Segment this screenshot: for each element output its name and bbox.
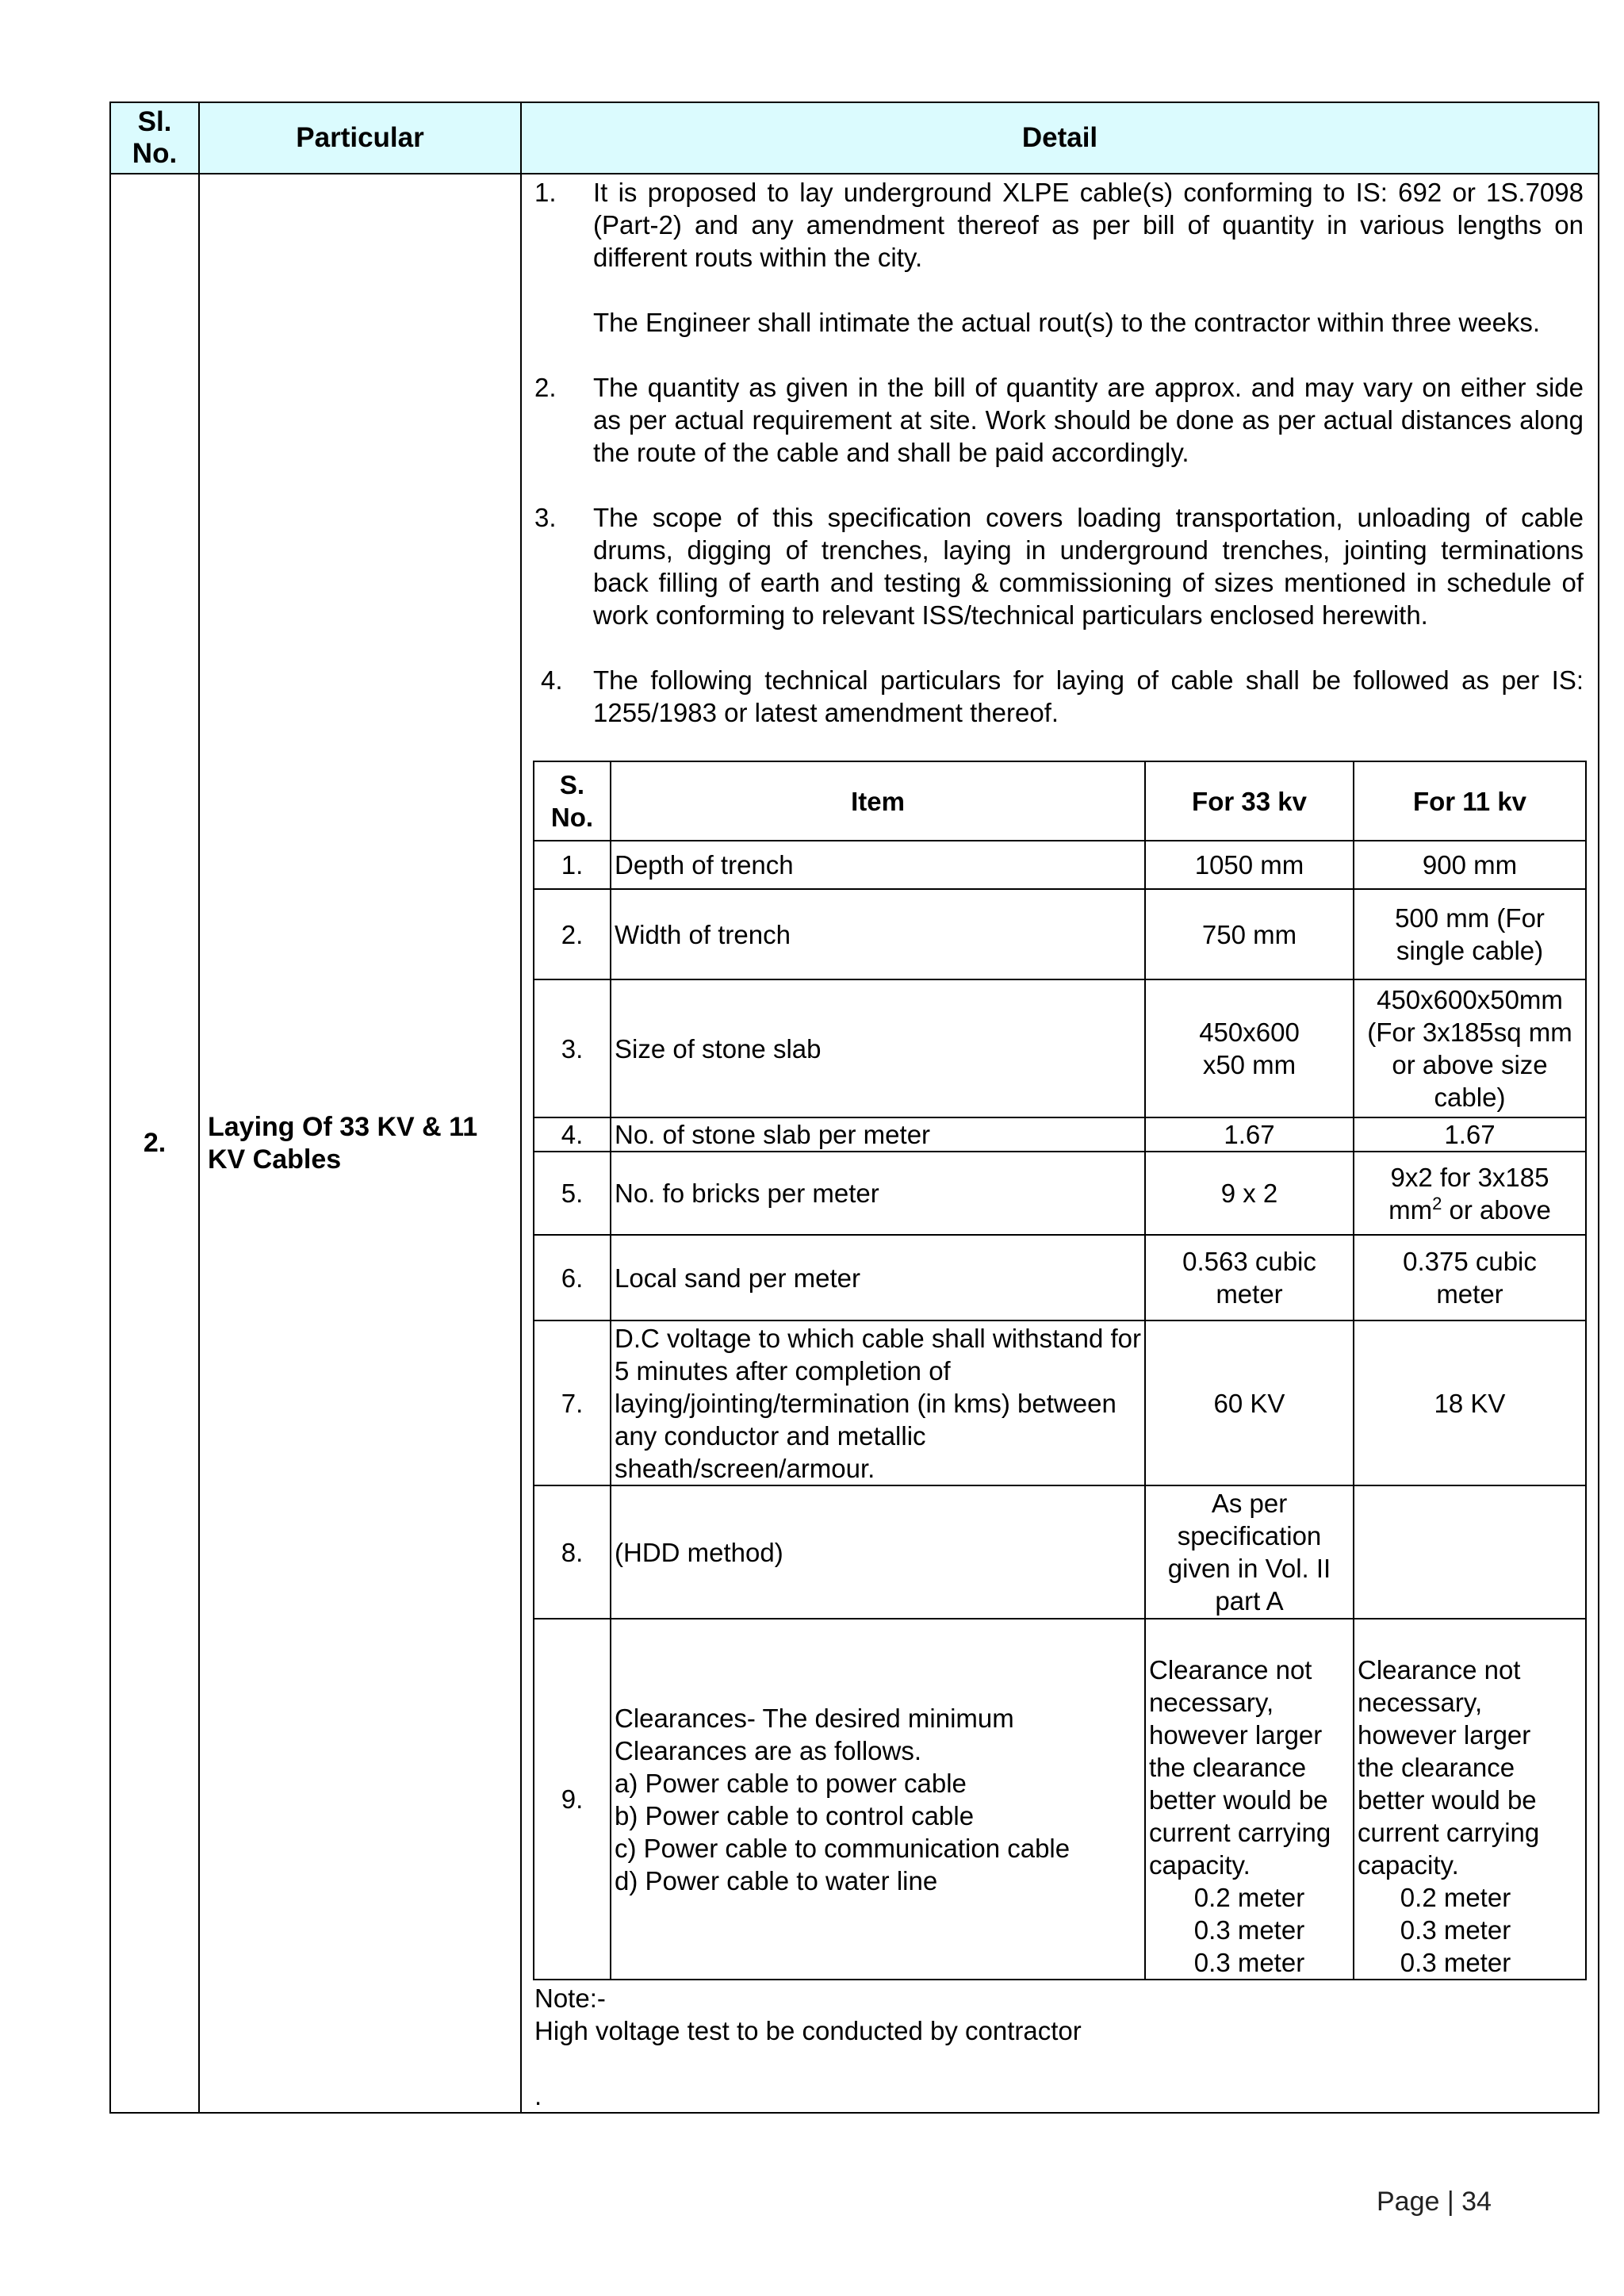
row-item [611, 1619, 1145, 1980]
row-no: 9. [534, 1619, 611, 1980]
inner-header-33kv: For 33 kv [1145, 761, 1354, 841]
row-33kv: As per specification given in Vol. II part A [1145, 1485, 1354, 1619]
row-item: (HDD method) [611, 1485, 1145, 1619]
paragraph-number: 3. [534, 503, 557, 532]
clearance-11kv-b: 0.3 meter [1400, 1915, 1511, 1945]
row-11kv [1354, 1619, 1586, 1980]
clearance-intro: Clearances- The desired minimum Clearances are as follows. [615, 1703, 1014, 1765]
row-11kv: 900 mm [1354, 841, 1586, 889]
table-row [534, 1320, 1586, 1485]
row-item: D.C voltage to which cable shall withstand for 5 minutes after completion of laying/jointing/termination (in kms) between any conductor and metallic sheath/screen/armour. [611, 1320, 1145, 1485]
note-label: Note:- [534, 1984, 606, 2013]
header-particular: Particular [199, 102, 521, 174]
paragraph-4 [522, 664, 1584, 729]
row-no: 6. [534, 1235, 611, 1320]
row-no: 4. [534, 1117, 611, 1152]
paragraph-number: 4. [541, 665, 563, 695]
paragraph-2 [522, 371, 1584, 469]
row-11kv [1354, 1485, 1586, 1619]
detail-paragraphs [522, 176, 1598, 729]
table-row [534, 1619, 1586, 1980]
inner-header-sno: S. No. [534, 761, 611, 841]
paragraph-text: The following technical particulars for laying of cable shall be followed as per IS: 1255/1983 or latest amendment thereof. [593, 665, 1584, 727]
row-11kv [1354, 1152, 1586, 1235]
table-row [534, 1235, 1586, 1320]
superscript-2: 2 [1432, 1193, 1442, 1213]
inner-header-item: Item [611, 761, 1145, 841]
row-no: 1. [534, 841, 611, 889]
page-number: Page | 34 [1377, 2187, 1492, 2217]
paragraph-text: The Engineer shall intimate the actual rout(s) to the contractor within three weeks. [593, 308, 1541, 337]
clearance-b: b) Power cable to control cable [615, 1800, 975, 1830]
row-detail [521, 174, 1599, 2113]
trailing-dot: . [534, 2081, 542, 2110]
row-11kv: 18 KV [1354, 1320, 1586, 1485]
header-row [110, 102, 1599, 174]
row-item: No. of stone slab per meter [611, 1117, 1145, 1152]
paragraph-1 [522, 176, 1584, 274]
bricks-11kv-text: 9x2 for 3x185 mm [1388, 1162, 1549, 1225]
paragraph-text: It is proposed to lay underground XLPE cable(s) conforming to IS: 692 or 1S.7098 (Part-2) and any amendment thereof as per bill of quantity in various lengths on different routs within the city. [593, 178, 1584, 272]
clearance-note-11kv: Clearance not necessary, however larger the clearance better would be current carrying capacity. [1358, 1655, 1540, 1880]
row-item: No. fo bricks per meter [611, 1152, 1145, 1235]
table-row [534, 979, 1586, 1117]
clearance-note-33kv: Clearance not necessary, however larger the clearance better would be current carrying capacity. [1149, 1655, 1331, 1880]
row-33kv: 450x600 x50 mm [1145, 979, 1354, 1117]
row-11kv: 450x600x50mm (For 3x185sq mm or above size cable) [1354, 979, 1586, 1117]
paragraph-number: 1. [534, 178, 557, 207]
row-no: 8. [534, 1485, 611, 1619]
row-sl-no: 2. [110, 174, 199, 2113]
paragraph-text: The scope of this specification covers loading transportation, unloading of cable drums, digging of trenches, laying in underground trenches, jointing terminations back filling of earth and testing & commissioning of sizes mentioned in schedule of work conforming to relevant ISS/technical particulars enclosed herewith. [593, 503, 1584, 630]
table-row [110, 174, 1599, 2113]
clearance-33kv-b: 0.3 meter [1193, 1915, 1305, 1945]
paragraph-text: The quantity as given in the bill of quantity are approx. and may vary on either side as per actual requirement at site. Work should be done as per actual distances along the route of the cable and shall be paid accordingly. [593, 373, 1584, 467]
row-item: Width of trench [611, 889, 1145, 979]
clearance-d: d) Power cable to water line [615, 1865, 938, 1895]
row-item: Depth of trench [611, 841, 1145, 889]
header-sl-no: Sl. No. [110, 102, 199, 174]
row-33kv [1145, 1619, 1354, 1980]
row-33kv: 0.563 cubic meter [1145, 1235, 1354, 1320]
table-row [534, 1485, 1586, 1619]
row-no: 5. [534, 1152, 611, 1235]
table-row [534, 841, 1586, 889]
note-block [522, 1982, 1598, 2112]
row-33kv: 750 mm [1145, 889, 1354, 979]
paragraph-number: 2. [534, 373, 557, 402]
clearance-11kv-a: 0.2 meter [1400, 1883, 1511, 1912]
row-no: 7. [534, 1320, 611, 1485]
row-no: 3. [534, 979, 611, 1117]
table-row [534, 889, 1586, 979]
paragraph-1b [522, 306, 1584, 339]
table-row [534, 1117, 1586, 1152]
note-text: High voltage test to be conducted by contractor [534, 2016, 1082, 2045]
paragraph-number [522, 306, 593, 339]
row-particular: Laying Of 33 KV & 11 KV Cables [199, 174, 521, 2113]
paragraph-3 [522, 501, 1584, 631]
row-item: Local sand per meter [611, 1235, 1145, 1320]
row-11kv: 0.375 cubic meter [1354, 1235, 1586, 1320]
row-11kv: 500 mm (For single cable) [1354, 889, 1586, 979]
clearance-a: a) Power cable to power cable [615, 1768, 967, 1798]
inner-header-11kv: For 11 kv [1354, 761, 1586, 841]
row-item: Size of stone slab [611, 979, 1145, 1117]
row-33kv: 60 KV [1145, 1320, 1354, 1485]
header-detail: Detail [521, 102, 1599, 174]
clearance-33kv-c: 0.3 meter [1193, 1948, 1305, 1977]
row-11kv: 1.67 [1354, 1117, 1586, 1152]
clearance-c: c) Power cable to communication cable [615, 1833, 1071, 1863]
row-33kv: 9 x 2 [1145, 1152, 1354, 1235]
row-no: 2. [534, 889, 611, 979]
inner-header-row [534, 761, 1586, 841]
clearance-33kv-a: 0.2 meter [1193, 1883, 1305, 1912]
bricks-11kv-suffix: or above [1442, 1194, 1551, 1225]
clearance-11kv-c: 0.3 meter [1400, 1948, 1511, 1977]
row-33kv: 1050 mm [1145, 841, 1354, 889]
row-33kv: 1.67 [1145, 1117, 1354, 1152]
specification-table [109, 102, 1599, 2114]
table-row [534, 1152, 1586, 1235]
technical-particulars-table [533, 761, 1587, 1980]
